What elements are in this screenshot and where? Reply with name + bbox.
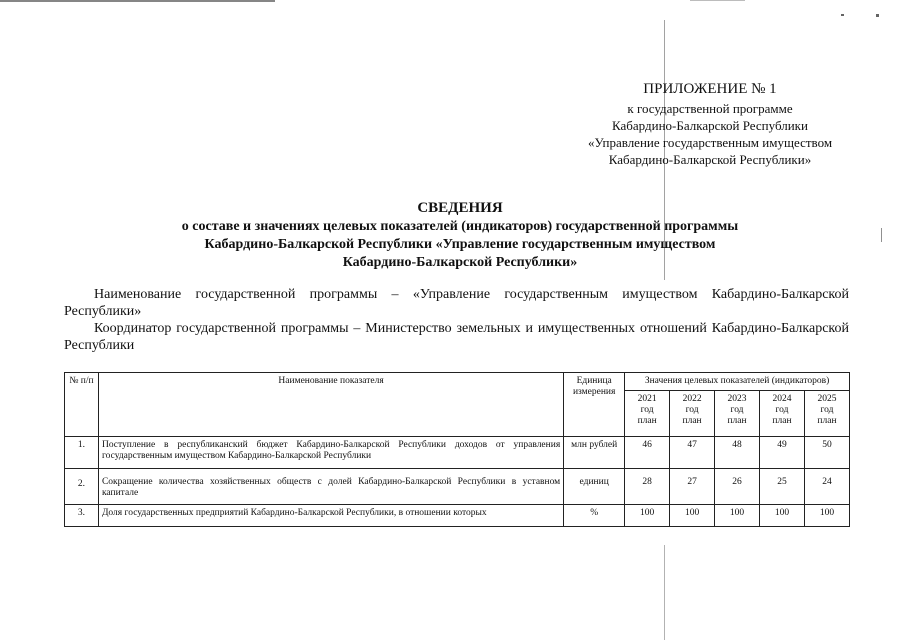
year-header: 2023 год план	[715, 391, 760, 437]
row-value: 100	[670, 505, 715, 527]
row-num: 3.	[65, 505, 99, 527]
scan-artifact-corner-dot	[841, 14, 844, 16]
row-value: 49	[760, 437, 805, 469]
table-row	[65, 469, 850, 505]
coordinator-paragraph: Координатор государственной программы – Министерство земельных и имущественных отношений Кабардино-Балкарской Республики	[64, 321, 849, 353]
scan-artifact-top-right	[690, 0, 745, 1]
row-name: Поступление в республиканский бюджет Кабардино-Балкарской Республики доходов от управления государственным имуществом Кабардино-Балкарской Республики	[98, 437, 563, 469]
header-values: Значения целевых показателей (индикаторов)	[625, 373, 850, 391]
page-fold-line	[664, 545, 665, 640]
row-unit: %	[564, 505, 625, 527]
row-value: 100	[804, 505, 849, 527]
table-row	[65, 505, 850, 527]
scan-artifact-top-left	[0, 0, 275, 2]
appendix-title: ПРИЛОЖЕНИЕ № 1	[643, 81, 777, 97]
heading-title: СВЕДЕНИЯ	[417, 200, 503, 216]
appendix-line: к государственной программе	[627, 101, 793, 116]
row-name: Доля государственных предприятий Кабардино-Балкарской Республики, в отношении которых	[98, 505, 563, 527]
table-header-row	[65, 373, 850, 391]
appendix-block	[540, 78, 880, 168]
row-num: 1.	[65, 437, 99, 469]
header-unit: Единица измерения	[564, 373, 625, 437]
appendix-line: «Управление государственным имуществом	[587, 135, 833, 150]
row-value: 50	[804, 437, 849, 469]
row-unit: единиц	[564, 469, 625, 505]
intro-block	[64, 286, 849, 354]
row-value: 100	[715, 505, 760, 527]
row-name: Сокращение количества хозяйственных обществ с долей Кабардино-Балкарской Республики в уставном капитале	[98, 469, 563, 505]
year-header: 2021 год план	[625, 391, 670, 437]
header-num: № п/п	[65, 373, 99, 437]
row-value: 48	[715, 437, 760, 469]
row-value: 25	[760, 469, 805, 505]
row-value: 27	[670, 469, 715, 505]
program-name-paragraph: Наименование государственной программы – «Управление государственным имуществом Кабардино-Балкарской Республики»	[64, 287, 849, 319]
document-heading	[60, 199, 860, 272]
heading-line: Кабардино-Балкарской Республики «Управление государственным имуществом	[204, 237, 716, 252]
year-header: 2024 год план	[760, 391, 805, 437]
row-value: 100	[760, 505, 805, 527]
row-unit: млн рублей	[564, 437, 625, 469]
row-value: 100	[625, 505, 670, 527]
year-header: 2022 год план	[670, 391, 715, 437]
heading-line: Кабардино-Балкарской Республики»	[342, 255, 578, 270]
scan-artifact-corner-dot	[876, 14, 879, 17]
row-value: 26	[715, 469, 760, 505]
row-value: 47	[670, 437, 715, 469]
table-row	[65, 437, 850, 469]
row-value: 28	[625, 469, 670, 505]
heading-line: о составе и значениях целевых показателей (индикаторов) государственной программы	[181, 219, 739, 234]
year-header: 2025 год план	[804, 391, 849, 437]
appendix-line: Кабардино-Балкарской Республики	[612, 118, 808, 133]
row-num: 2.	[65, 469, 99, 505]
row-value: 46	[625, 437, 670, 469]
indicators-table	[64, 372, 850, 527]
scan-artifact-right-edge	[881, 228, 882, 242]
appendix-line: Кабардино-Балкарской Республики»	[608, 152, 812, 167]
header-name: Наименование показателя	[98, 373, 563, 437]
row-value: 24	[804, 469, 849, 505]
